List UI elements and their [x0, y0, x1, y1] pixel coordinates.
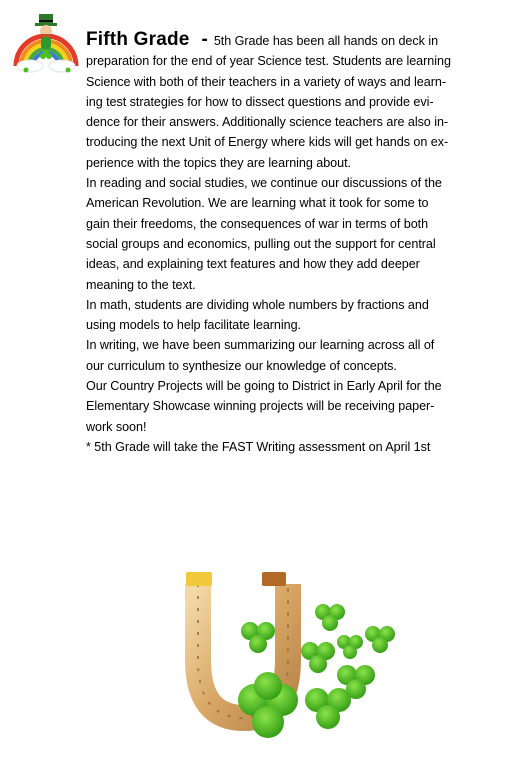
horseshoe-clover-icon — [168, 568, 408, 748]
note-line: * 5th Grade will take the FAST Writing assessment on April 1st — [86, 439, 431, 454]
math-line: In math, students are dividing whole numbers by fractions and — [86, 297, 429, 312]
projects-line: Elementary Showcase winning projects will be receiving paper- — [86, 399, 435, 414]
writing-line: our curriculum to synthesize our knowledge of concepts. — [86, 358, 397, 373]
intro-line: troducing the next Unit of Energy where kids will get hands on ex- — [86, 135, 449, 150]
section-title: Fifth Grade — [86, 29, 190, 50]
writing-line: In writing, we have been summarizing our learning across all of — [86, 338, 435, 353]
intro-paragraph — [86, 30, 466, 173]
reading-line: American Revolution. We are learning what it took for some to — [86, 196, 429, 211]
intro-line: preparation for the end of year Science test. Students are learning — [86, 54, 451, 69]
reading-line: ideas, and explaining text features and how they add deeper — [86, 257, 420, 272]
intro-line: perience with the topics they are learning about. — [86, 155, 351, 170]
fifth-grade-article — [86, 30, 466, 457]
reading-line: meaning to the text. — [86, 277, 196, 292]
intro-line: Science with both of their teachers in a variety of ways and learn- — [86, 74, 446, 89]
writing-paragraph — [86, 335, 466, 376]
clover-icon — [238, 604, 395, 738]
intro-line: 5th Grade has been all hands on deck in — [213, 34, 439, 48]
math-line: using models to help facilitate learning. — [86, 318, 301, 333]
projects-line: work soon! — [86, 419, 147, 434]
reading-paragraph — [86, 173, 466, 295]
assessment-note — [86, 437, 466, 457]
reading-line: gain their freedoms, the consequences of war in terms of both — [86, 216, 429, 231]
math-paragraph — [86, 295, 466, 336]
reading-line: social groups and economics, pulling out the support for central — [86, 236, 436, 251]
leprechaun-rainbow-icon — [10, 12, 82, 74]
projects-line: Our Country Projects will be going to District in Early April for the — [86, 379, 442, 394]
reading-line: In reading and social studies, we continue our discussions of the — [86, 176, 442, 191]
projects-paragraph — [86, 376, 466, 437]
intro-line: ing test strategies for how to dissect questions and provide evi- — [86, 94, 434, 109]
title-separator: - — [201, 29, 208, 50]
intro-line: dence for their answers. Additionally science teachers are also in- — [86, 115, 449, 130]
